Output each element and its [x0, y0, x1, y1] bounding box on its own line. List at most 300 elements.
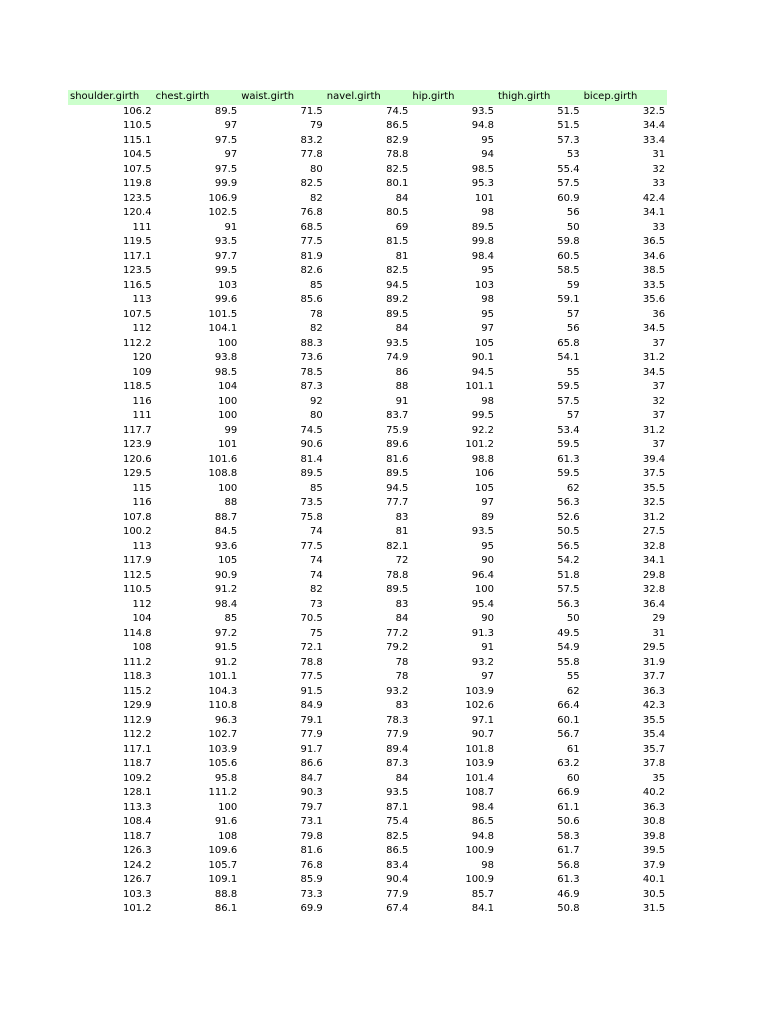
- table-row: [68, 859, 667, 874]
- table-cell: 91: [224, 221, 238, 233]
- table-cell: 98: [481, 859, 494, 871]
- table-cell: 83: [395, 511, 409, 523]
- table-cell: 103.3: [122, 888, 152, 900]
- table-cell: 112: [132, 323, 152, 334]
- table-cell: 100: [474, 584, 494, 595]
- table-cell: 31.9: [642, 656, 666, 668]
- table-cell: 35.7: [642, 743, 666, 755]
- table-row: [68, 337, 667, 352]
- table-cell: 116: [132, 497, 152, 508]
- table-cell: 55.8: [557, 656, 580, 668]
- table-cell: 101.5: [208, 308, 238, 320]
- table-cell: 59.5: [557, 468, 580, 479]
- table-row: [68, 308, 667, 323]
- table-cell: 35.5: [642, 714, 666, 726]
- table-cell: 33.4: [642, 134, 666, 146]
- table-cell: 66.9: [557, 787, 580, 798]
- table-cell: 109.1: [208, 874, 238, 885]
- table-cell: 57.3: [557, 134, 580, 146]
- column-header: chest.girth: [154, 90, 240, 105]
- table-cell: 94.5: [471, 366, 494, 378]
- table-cell: 32.8: [642, 584, 666, 595]
- table-cell: 89.5: [300, 468, 323, 479]
- table-row: [68, 511, 667, 526]
- table-cell: 81.9: [300, 250, 323, 262]
- table-row: [68, 525, 667, 540]
- table-cell: 87.1: [386, 801, 409, 813]
- table-cell: 124.2: [122, 859, 152, 871]
- table-cell: 118.7: [122, 830, 152, 842]
- table-cell: 85.7: [471, 888, 494, 900]
- table-row: [68, 815, 667, 830]
- table-cell: 101.2: [465, 439, 494, 450]
- table-cell: 79.7: [300, 801, 323, 813]
- table-row: [68, 192, 667, 207]
- table-cell: 56.7: [557, 729, 580, 740]
- table-cell: 99.5: [214, 265, 238, 276]
- table-cell: 98: [481, 207, 494, 218]
- table-cell: 101: [474, 192, 494, 204]
- table-cell: 81.6: [386, 453, 409, 465]
- table-cell: 101.8: [465, 743, 494, 755]
- table-cell: 42.3: [642, 700, 666, 711]
- table-cell: 104: [132, 613, 152, 624]
- table-cell: 91.2: [214, 584, 238, 595]
- table-cell: 54.1: [557, 352, 580, 363]
- column-header: navel.girth: [325, 90, 411, 105]
- table-cell: 117.1: [122, 743, 152, 755]
- table-cell: 103.9: [208, 743, 238, 755]
- table-cell: 94.5: [386, 482, 409, 494]
- table-cell: 100: [218, 410, 238, 421]
- table-cell: 81.6: [300, 845, 323, 856]
- table-cell: 84.9: [300, 700, 323, 711]
- table-cell: 100.9: [465, 845, 494, 856]
- table-row: [68, 641, 667, 656]
- table-cell: 93.8: [214, 352, 238, 363]
- table-cell: 101: [218, 439, 238, 450]
- table-cell: 97: [224, 120, 238, 131]
- table-row: [68, 830, 667, 845]
- table-cell: 91.3: [471, 627, 494, 639]
- table-cell: 100.9: [465, 874, 494, 885]
- table-cell: 97: [481, 671, 494, 682]
- table-cell: 100: [218, 801, 238, 813]
- table-cell: 91.2: [214, 656, 238, 668]
- table-cell: 111: [132, 221, 152, 233]
- table-cell: 110.5: [122, 120, 152, 131]
- table-cell: 85.9: [300, 874, 323, 885]
- table-cell: 36.5: [642, 236, 666, 247]
- table-cell: 129.5: [122, 468, 152, 479]
- table-cell: 58.3: [557, 830, 580, 842]
- table-cell: 123.5: [122, 192, 152, 204]
- table-cell: 32.5: [642, 105, 666, 117]
- table-cell: 114.8: [122, 627, 152, 639]
- table-cell: 98.8: [471, 453, 494, 465]
- table-cell: 113: [132, 540, 152, 552]
- table-cell: 73.3: [300, 888, 323, 900]
- table-cell: 77.5: [300, 671, 323, 682]
- table-cell: 105: [474, 482, 494, 494]
- table-cell: 77.2: [386, 627, 409, 639]
- table-cell: 79.2: [386, 642, 409, 653]
- table-row: [68, 554, 667, 569]
- table-cell: 103.9: [465, 758, 494, 769]
- table-row: [68, 453, 667, 468]
- table-cell: 128.1: [122, 787, 152, 798]
- table-row: [68, 293, 667, 308]
- table-cell: 107.5: [122, 308, 152, 320]
- table-cell: 56: [566, 207, 580, 218]
- table-cell: 90.1: [471, 352, 494, 363]
- table-cell: 37: [652, 439, 666, 450]
- table-cell: 60.9: [557, 192, 580, 204]
- table-row: [68, 395, 667, 410]
- table-cell: 56: [566, 323, 580, 334]
- table-cell: 105: [474, 337, 494, 349]
- table-cell: 35.5: [642, 482, 666, 494]
- table-cell: 36.3: [642, 685, 666, 697]
- table-cell: 60.5: [557, 250, 580, 262]
- table-cell: 71.5: [300, 105, 323, 117]
- table-cell: 82.1: [386, 540, 409, 552]
- table-cell: 129.9: [122, 700, 152, 711]
- table-cell: 112.2: [122, 729, 152, 740]
- table-cell: 113.3: [122, 801, 152, 813]
- table-cell: 74: [310, 526, 323, 537]
- table-cell: 81: [395, 250, 409, 262]
- table-cell: 32.8: [642, 540, 666, 552]
- table-cell: 82.6: [300, 265, 323, 276]
- table-cell: 35.6: [642, 294, 666, 305]
- table-cell: 85: [224, 613, 238, 624]
- table-cell: 78.8: [386, 569, 409, 581]
- table-row: [68, 743, 667, 758]
- table-cell: 85: [310, 482, 323, 494]
- table-cell: 97.2: [214, 627, 238, 639]
- table-cell: 69: [395, 221, 409, 233]
- table-cell: 75.4: [386, 816, 409, 827]
- table-cell: 67.4: [386, 903, 409, 914]
- table-cell: 40.1: [642, 874, 666, 885]
- table-row: [68, 409, 667, 424]
- table-cell: 102.6: [465, 700, 494, 711]
- table-cell: 126.3: [122, 845, 152, 856]
- table-cell: 50.5: [557, 526, 580, 537]
- table-row: [68, 670, 667, 685]
- table-cell: 118.7: [122, 758, 152, 769]
- table-row: [68, 801, 667, 816]
- table-cell: 60: [566, 772, 580, 784]
- table-row: [68, 598, 667, 613]
- column-header: thigh.girth: [496, 90, 582, 105]
- table-row: [68, 177, 667, 192]
- table-cell: 81: [395, 526, 409, 537]
- table-cell: 103: [218, 279, 238, 291]
- table-cell: 108: [218, 830, 238, 842]
- table-cell: 84.7: [300, 772, 323, 784]
- table-cell: 77.9: [386, 888, 409, 900]
- table-cell: 109.6: [208, 845, 238, 856]
- table-row: [68, 685, 667, 700]
- table-cell: 39.8: [642, 830, 666, 842]
- table-cell: 68.5: [300, 221, 323, 233]
- table-cell: 83: [395, 700, 409, 711]
- table-cell: 84: [395, 192, 409, 204]
- table-cell: 88.7: [214, 511, 238, 523]
- table-cell: 61.7: [557, 845, 580, 856]
- table-cell: 77.7: [386, 497, 409, 508]
- table-cell: 92.2: [471, 424, 494, 436]
- table-cell: 113: [132, 294, 152, 305]
- table-cell: 32: [652, 395, 666, 407]
- table-cell: 50.8: [557, 903, 580, 914]
- table-row: [68, 612, 667, 627]
- table-cell: 79.1: [300, 714, 323, 726]
- table-cell: 54.2: [557, 555, 580, 566]
- table-cell: 78.8: [386, 149, 409, 160]
- table-cell: 31.2: [642, 352, 666, 363]
- table-cell: 93.6: [214, 540, 238, 552]
- table-cell: 109: [132, 366, 152, 378]
- table-cell: 78: [395, 656, 409, 668]
- table-cell: 88.8: [214, 888, 238, 900]
- table-row: [68, 424, 667, 439]
- table-cell: 37.8: [642, 758, 666, 769]
- table-cell: 85: [310, 279, 323, 291]
- table-cell: 79: [310, 120, 323, 131]
- table-cell: 62: [566, 482, 580, 494]
- table-cell: 126.7: [122, 874, 152, 885]
- table-cell: 94.5: [386, 279, 409, 291]
- table-cell: 104.1: [208, 323, 238, 334]
- table-row: [68, 366, 667, 381]
- table-cell: 31: [652, 149, 666, 160]
- table-cell: 53.4: [557, 424, 580, 436]
- table-row: [68, 844, 667, 859]
- table-cell: 118.5: [122, 381, 152, 392]
- table-cell: 123.9: [122, 439, 152, 450]
- table-cell: 51.5: [557, 105, 580, 117]
- table-cell: 120: [132, 352, 152, 363]
- table-cell: 101.4: [465, 772, 494, 784]
- table-cell: 89.6: [386, 439, 409, 450]
- table-cell: 97: [481, 323, 494, 334]
- table-cell: 84: [395, 772, 409, 784]
- table-cell: 104.5: [122, 149, 152, 160]
- table-cell: 97: [481, 497, 494, 508]
- column-header: shoulder.girth: [68, 90, 154, 105]
- table-cell: 59.5: [557, 381, 580, 392]
- table-cell: 90.3: [300, 787, 323, 798]
- table-row: [68, 699, 667, 714]
- table-cell: 66.4: [557, 700, 580, 711]
- table-cell: 55: [566, 366, 580, 378]
- table-cell: 37.7: [642, 671, 666, 682]
- table-cell: 97: [224, 149, 238, 160]
- table-row: [68, 757, 667, 772]
- table-cell: 106: [474, 468, 494, 479]
- table-cell: 80.1: [386, 178, 409, 189]
- table-cell: 104.3: [208, 685, 238, 697]
- table-cell: 51.5: [557, 120, 580, 131]
- table-cell: 46.9: [557, 888, 580, 900]
- table-cell: 31.2: [642, 511, 666, 523]
- table-cell: 103.9: [465, 685, 494, 697]
- table-row: [68, 467, 667, 482]
- table-cell: 78: [310, 308, 323, 320]
- table-cell: 72: [395, 555, 409, 566]
- table-cell: 92: [310, 395, 323, 407]
- table-cell: 56.3: [557, 598, 580, 610]
- table-row: [68, 235, 667, 250]
- table-cell: 31.5: [642, 903, 666, 914]
- table-row: [68, 206, 667, 221]
- table-cell: 34.4: [642, 120, 666, 131]
- table-cell: 73.6: [300, 352, 323, 363]
- table-cell: 98.4: [214, 598, 238, 610]
- table-cell: 78.5: [300, 366, 323, 378]
- table-row: [68, 264, 667, 279]
- table-cell: 72.1: [300, 642, 323, 653]
- table-cell: 73.5: [300, 497, 323, 508]
- table-cell: 103: [474, 279, 494, 291]
- table-cell: 100.2: [122, 526, 152, 537]
- table-row: [68, 728, 667, 743]
- table-cell: 42.4: [642, 192, 666, 204]
- table-cell: 79.8: [300, 830, 323, 842]
- table-cell: 61.3: [557, 874, 580, 885]
- table-cell: 93.5: [386, 787, 409, 798]
- table-cell: 36.4: [642, 598, 666, 610]
- column-header: hip.girth: [410, 90, 496, 105]
- table-cell: 98.4: [471, 801, 494, 813]
- table-cell: 94.8: [471, 120, 494, 131]
- table-cell: 61.3: [557, 453, 580, 465]
- table-cell: 83.7: [386, 410, 409, 421]
- table-cell: 56.3: [557, 497, 580, 508]
- table-cell: 78.8: [300, 656, 323, 668]
- table-cell: 75.9: [386, 424, 409, 436]
- table-cell: 97.1: [471, 714, 494, 726]
- table-cell: 30.8: [642, 816, 666, 827]
- table-cell: 31: [652, 627, 666, 639]
- table-cell: 78: [395, 671, 409, 682]
- table-cell: 115: [132, 482, 152, 494]
- table-cell: 101.1: [465, 381, 494, 392]
- table-cell: 52.6: [557, 511, 580, 523]
- table-cell: 99: [224, 424, 238, 436]
- table-cell: 90.6: [300, 439, 323, 450]
- table-cell: 117.1: [122, 250, 152, 262]
- column-header: bicep.girth: [582, 90, 668, 105]
- table-cell: 95.8: [214, 772, 238, 784]
- table-row: [68, 902, 667, 917]
- table-cell: 107.8: [122, 511, 152, 523]
- table-row: [68, 627, 667, 642]
- table-cell: 106.9: [208, 192, 238, 204]
- table-cell: 100: [218, 395, 238, 407]
- table-cell: 123.5: [122, 265, 152, 276]
- table-cell: 59.8: [557, 236, 580, 247]
- table-cell: 74: [310, 555, 323, 566]
- table-cell: 75: [310, 627, 323, 639]
- table-row: [68, 569, 667, 584]
- table-cell: 112.5: [122, 569, 152, 581]
- table-cell: 29.5: [642, 642, 666, 653]
- table-cell: 34.6: [642, 250, 666, 262]
- table-cell: 77.8: [300, 149, 323, 160]
- table-cell: 60.1: [557, 714, 580, 726]
- table-cell: 108.8: [208, 468, 238, 479]
- table-cell: 76.8: [300, 207, 323, 218]
- table-row: [68, 873, 667, 888]
- table-cell: 108.4: [122, 816, 152, 827]
- table-row: [68, 583, 667, 598]
- table-cell: 39.4: [642, 453, 666, 465]
- table-cell: 77.9: [386, 729, 409, 740]
- table-row: [68, 496, 667, 511]
- table-cell: 102.7: [208, 729, 238, 740]
- table-cell: 115.1: [122, 134, 152, 146]
- table-cell: 89.5: [471, 221, 494, 233]
- table-cell: 57: [566, 308, 580, 320]
- table-cell: 98: [481, 395, 494, 407]
- table-cell: 97.7: [214, 250, 238, 262]
- table-cell: 37.9: [642, 859, 666, 871]
- table-cell: 88: [224, 497, 238, 508]
- table-cell: 101.2: [122, 903, 152, 914]
- table-cell: 50: [566, 221, 580, 233]
- table-cell: 36: [652, 308, 666, 320]
- table-cell: 91: [395, 395, 409, 407]
- table-cell: 76.8: [300, 859, 323, 871]
- table-cell: 77.5: [300, 540, 323, 552]
- table-cell: 38.5: [642, 265, 666, 276]
- table-row: [68, 250, 667, 265]
- table-cell: 57.5: [557, 178, 580, 189]
- table-cell: 84.1: [471, 903, 494, 914]
- table-cell: 84.5: [214, 526, 238, 537]
- table-cell: 101.6: [208, 453, 238, 465]
- table-cell: 98.4: [471, 250, 494, 262]
- table-cell: 34.1: [642, 207, 666, 218]
- table-cell: 95: [481, 540, 494, 552]
- table-cell: 37: [652, 410, 666, 421]
- table-cell: 86.6: [300, 758, 323, 769]
- table-cell: 95.3: [471, 178, 494, 189]
- table-header: [68, 90, 667, 105]
- table-row: [68, 786, 667, 801]
- table-row: [68, 119, 667, 134]
- table-cell: 100: [218, 337, 238, 349]
- table-cell: 120.4: [122, 207, 152, 218]
- table-cell: 105.7: [208, 859, 238, 871]
- table-cell: 59.5: [557, 439, 580, 450]
- table-cell: 86.1: [214, 903, 238, 914]
- table-cell: 33.5: [642, 279, 666, 291]
- table-cell: 83.2: [300, 134, 323, 146]
- table-cell: 89.5: [386, 468, 409, 479]
- table-cell: 104: [218, 381, 238, 392]
- table-cell: 89.4: [386, 743, 409, 755]
- table-cell: 81.5: [386, 236, 409, 247]
- table-cell: 102.5: [208, 207, 238, 218]
- table-cell: 50: [566, 613, 580, 624]
- table-cell: 39.5: [642, 845, 666, 856]
- table-cell: 110.8: [208, 700, 238, 711]
